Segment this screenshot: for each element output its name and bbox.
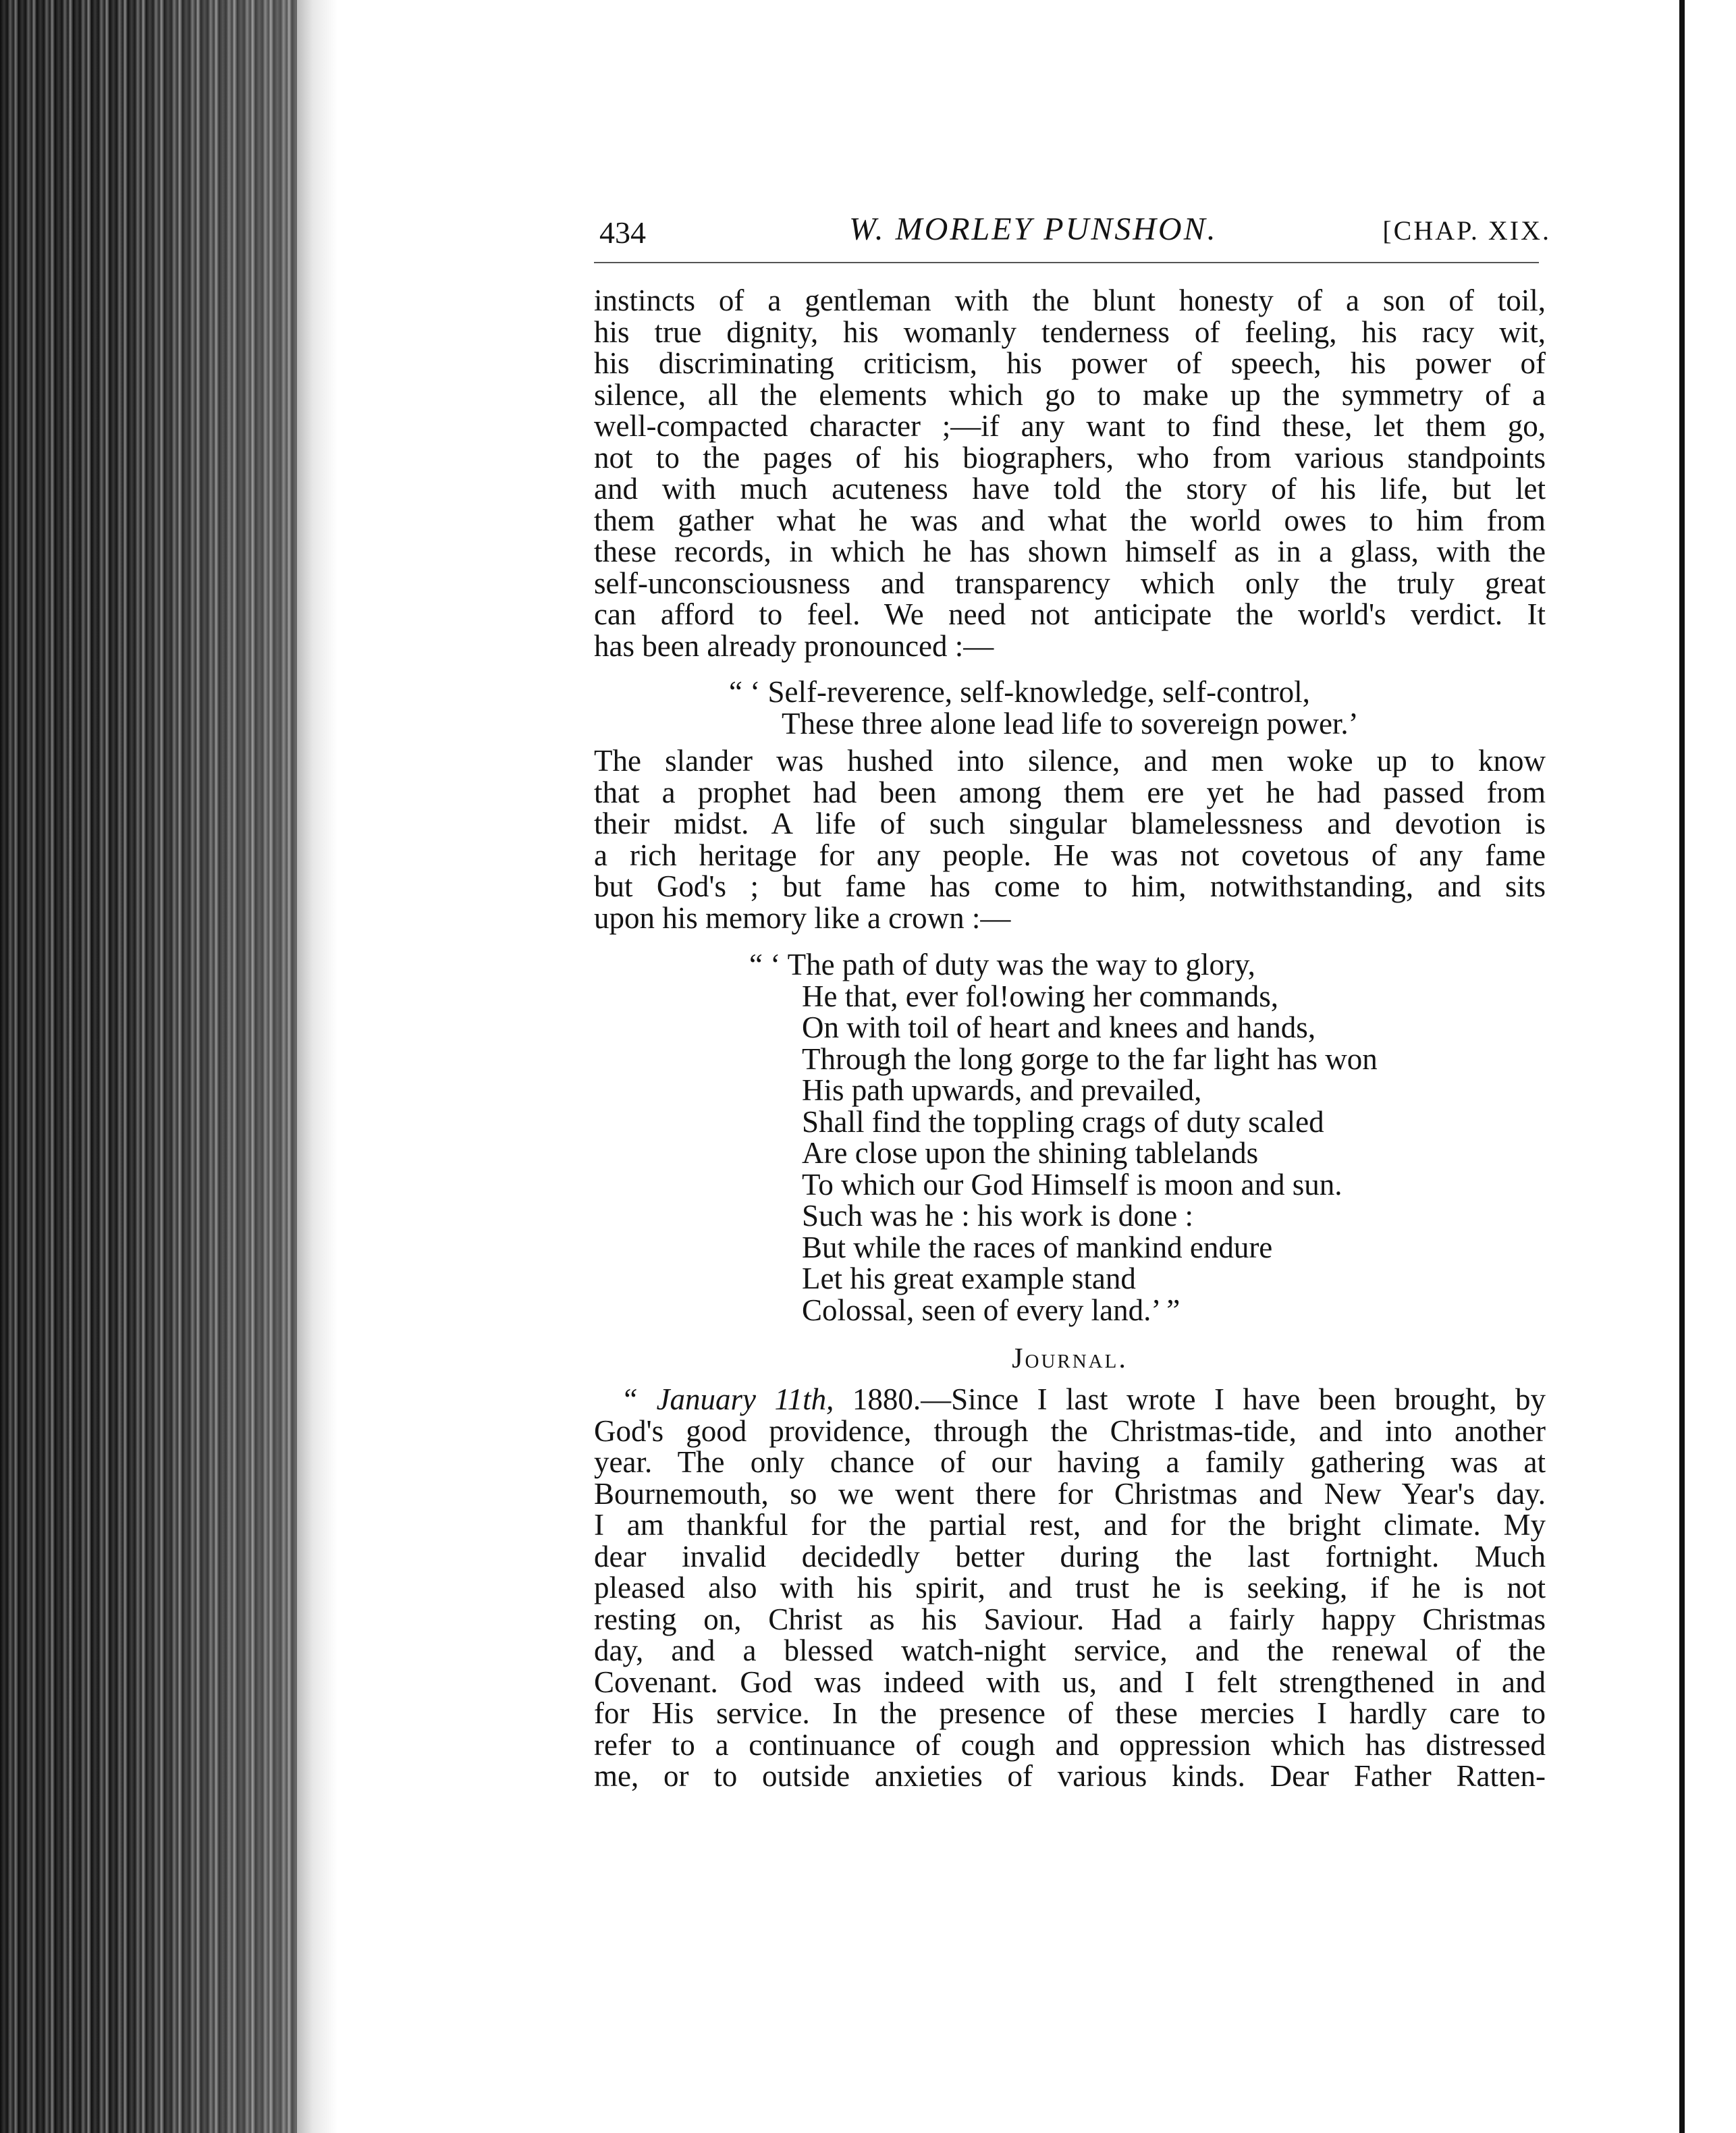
journal-line-first: —Since I last wrote I have been brought, by	[921, 1382, 1546, 1416]
chapter-label: [CHAP. XIX.	[1382, 215, 1551, 246]
text-line: instincts of a gentleman with the blunt honesty of a son of toil,	[594, 284, 1546, 317]
text-line: year. The only chance of our having a family gathering was at	[594, 1445, 1546, 1479]
paragraph-1	[594, 285, 1546, 662]
page-number: 434	[599, 215, 646, 250]
text-line: has been already pronounced :—	[594, 628, 994, 663]
verse-line: But while the races of mankind endure	[802, 1230, 1273, 1264]
verse-line: These three alone lead life to sovereign power.’	[782, 706, 1359, 740]
text-line: can afford to feel. We need not anticipate the world's verdict. It	[594, 597, 1546, 631]
text-line: upon his memory like a crown :—	[594, 900, 1011, 935]
text-line: The slander was hushed into silence, and men woke up to know	[594, 744, 1546, 778]
text-line: well-compacted character ;—if any want to find these, let them go,	[594, 409, 1546, 443]
text-line: silence, all the elements which go to make up the symmetry of a	[594, 377, 1546, 412]
text-line: his discriminating criticism, his power of speech, his power of	[594, 346, 1546, 380]
next-page-margin	[1685, 0, 1736, 2133]
verse-line: Through the long gorge to the far light has won	[802, 1042, 1378, 1076]
text-line: a rich heritage for any people. He was not covetous of any fame	[594, 838, 1546, 872]
verse-line: Are close upon the shining tablelands	[802, 1136, 1259, 1170]
text-line: and with much acuteness have told the story of his life, but let	[594, 472, 1546, 506]
page-gutter-shadow	[297, 0, 337, 2133]
header-rule	[594, 262, 1539, 263]
verse-line: On with toil of heart and knees and hands,	[802, 1010, 1316, 1044]
text-line: not to the pages of his biographers, who from various standpoints	[594, 440, 1546, 475]
text-line: that a prophet had been among them ere yet he had passed from	[594, 775, 1546, 809]
verse-line: Colossal, seen of every land.’ ”	[802, 1293, 1181, 1327]
verse-line: Shall find the toppling crags of duty scaled	[802, 1104, 1324, 1139]
text-line: for His service. In the presence of these mercies I hardly care to	[594, 1696, 1546, 1730]
text-line: but God's ; but fame has come to him, notwithstanding, and sits	[594, 869, 1546, 903]
text-line: his true dignity, his womanly tenderness of feeling, his racy wit,	[594, 315, 1546, 349]
text-line: Bournemouth, so we went there for Christmas and New Year's day.	[594, 1476, 1546, 1511]
running-title: W. MORLEY PUNSHON.	[849, 211, 1218, 247]
verse-line: To which our God Himself is moon and sun.	[802, 1167, 1342, 1202]
text-line: I am thankful for the partial rest, and for the bright climate. My	[594, 1508, 1546, 1542]
verse-line: “ ‘ The path of duty was the way to glory,	[749, 948, 1255, 981]
spine-shading	[0, 0, 297, 2133]
paragraph-2	[594, 745, 1546, 934]
verse-line: “ ‘ Self-reverence, self-knowledge, self-control,	[729, 675, 1310, 709]
text-line: self-unconsciousness and transparency which only the truly great	[594, 566, 1546, 600]
quotation-1	[729, 676, 1471, 739]
text-line	[594, 1384, 1546, 1415]
text-line: their midst. A life of such singular blamelessness and devotion is	[594, 807, 1546, 840]
page-header	[599, 211, 1551, 258]
verse-line: He that, ever fol!owing her commands,	[802, 979, 1279, 1013]
text-line: God's good providence, through the Christmas-tide, and into another	[594, 1413, 1546, 1448]
verse-line: Such was he : his work is done :	[802, 1199, 1193, 1233]
journal-entry	[594, 1384, 1546, 1792]
poem-quotation	[749, 949, 1492, 1326]
text-line: day, and a blessed watch-night service, and the renewal of the	[594, 1634, 1546, 1667]
journal-date: “ January 11th,	[621, 1382, 834, 1416]
verse-line: His path upwards, and prevailed,	[802, 1073, 1202, 1107]
text-line: these records, in which he has shown himself as in a glass, with the	[594, 535, 1546, 568]
verse-line: Let his great example stand	[802, 1262, 1136, 1295]
text-line: them gather what he was and what the world owes to him from	[594, 503, 1546, 537]
text-line: pleased also with his spirit, and trust he is seeking, if he is not	[594, 1571, 1546, 1604]
right-page-edge	[1679, 0, 1685, 2133]
text-line: dear invalid decidedly better during the last fortnight. Much	[594, 1539, 1546, 1573]
text-line: Covenant. God was indeed with us, and I felt strengthened in and	[594, 1665, 1546, 1699]
text-line: refer to a continuance of cough and oppression which has distressed	[594, 1727, 1546, 1762]
text-line: resting on, Christ as his Saviour. Had a fairly happy Christmas	[594, 1602, 1546, 1636]
text-line: me, or to outside anxieties of various kinds. Dear Father Ratten-	[594, 1759, 1546, 1793]
journal-heading: Journal.	[1012, 1343, 1128, 1374]
journal-year: 1880.	[834, 1382, 921, 1416]
